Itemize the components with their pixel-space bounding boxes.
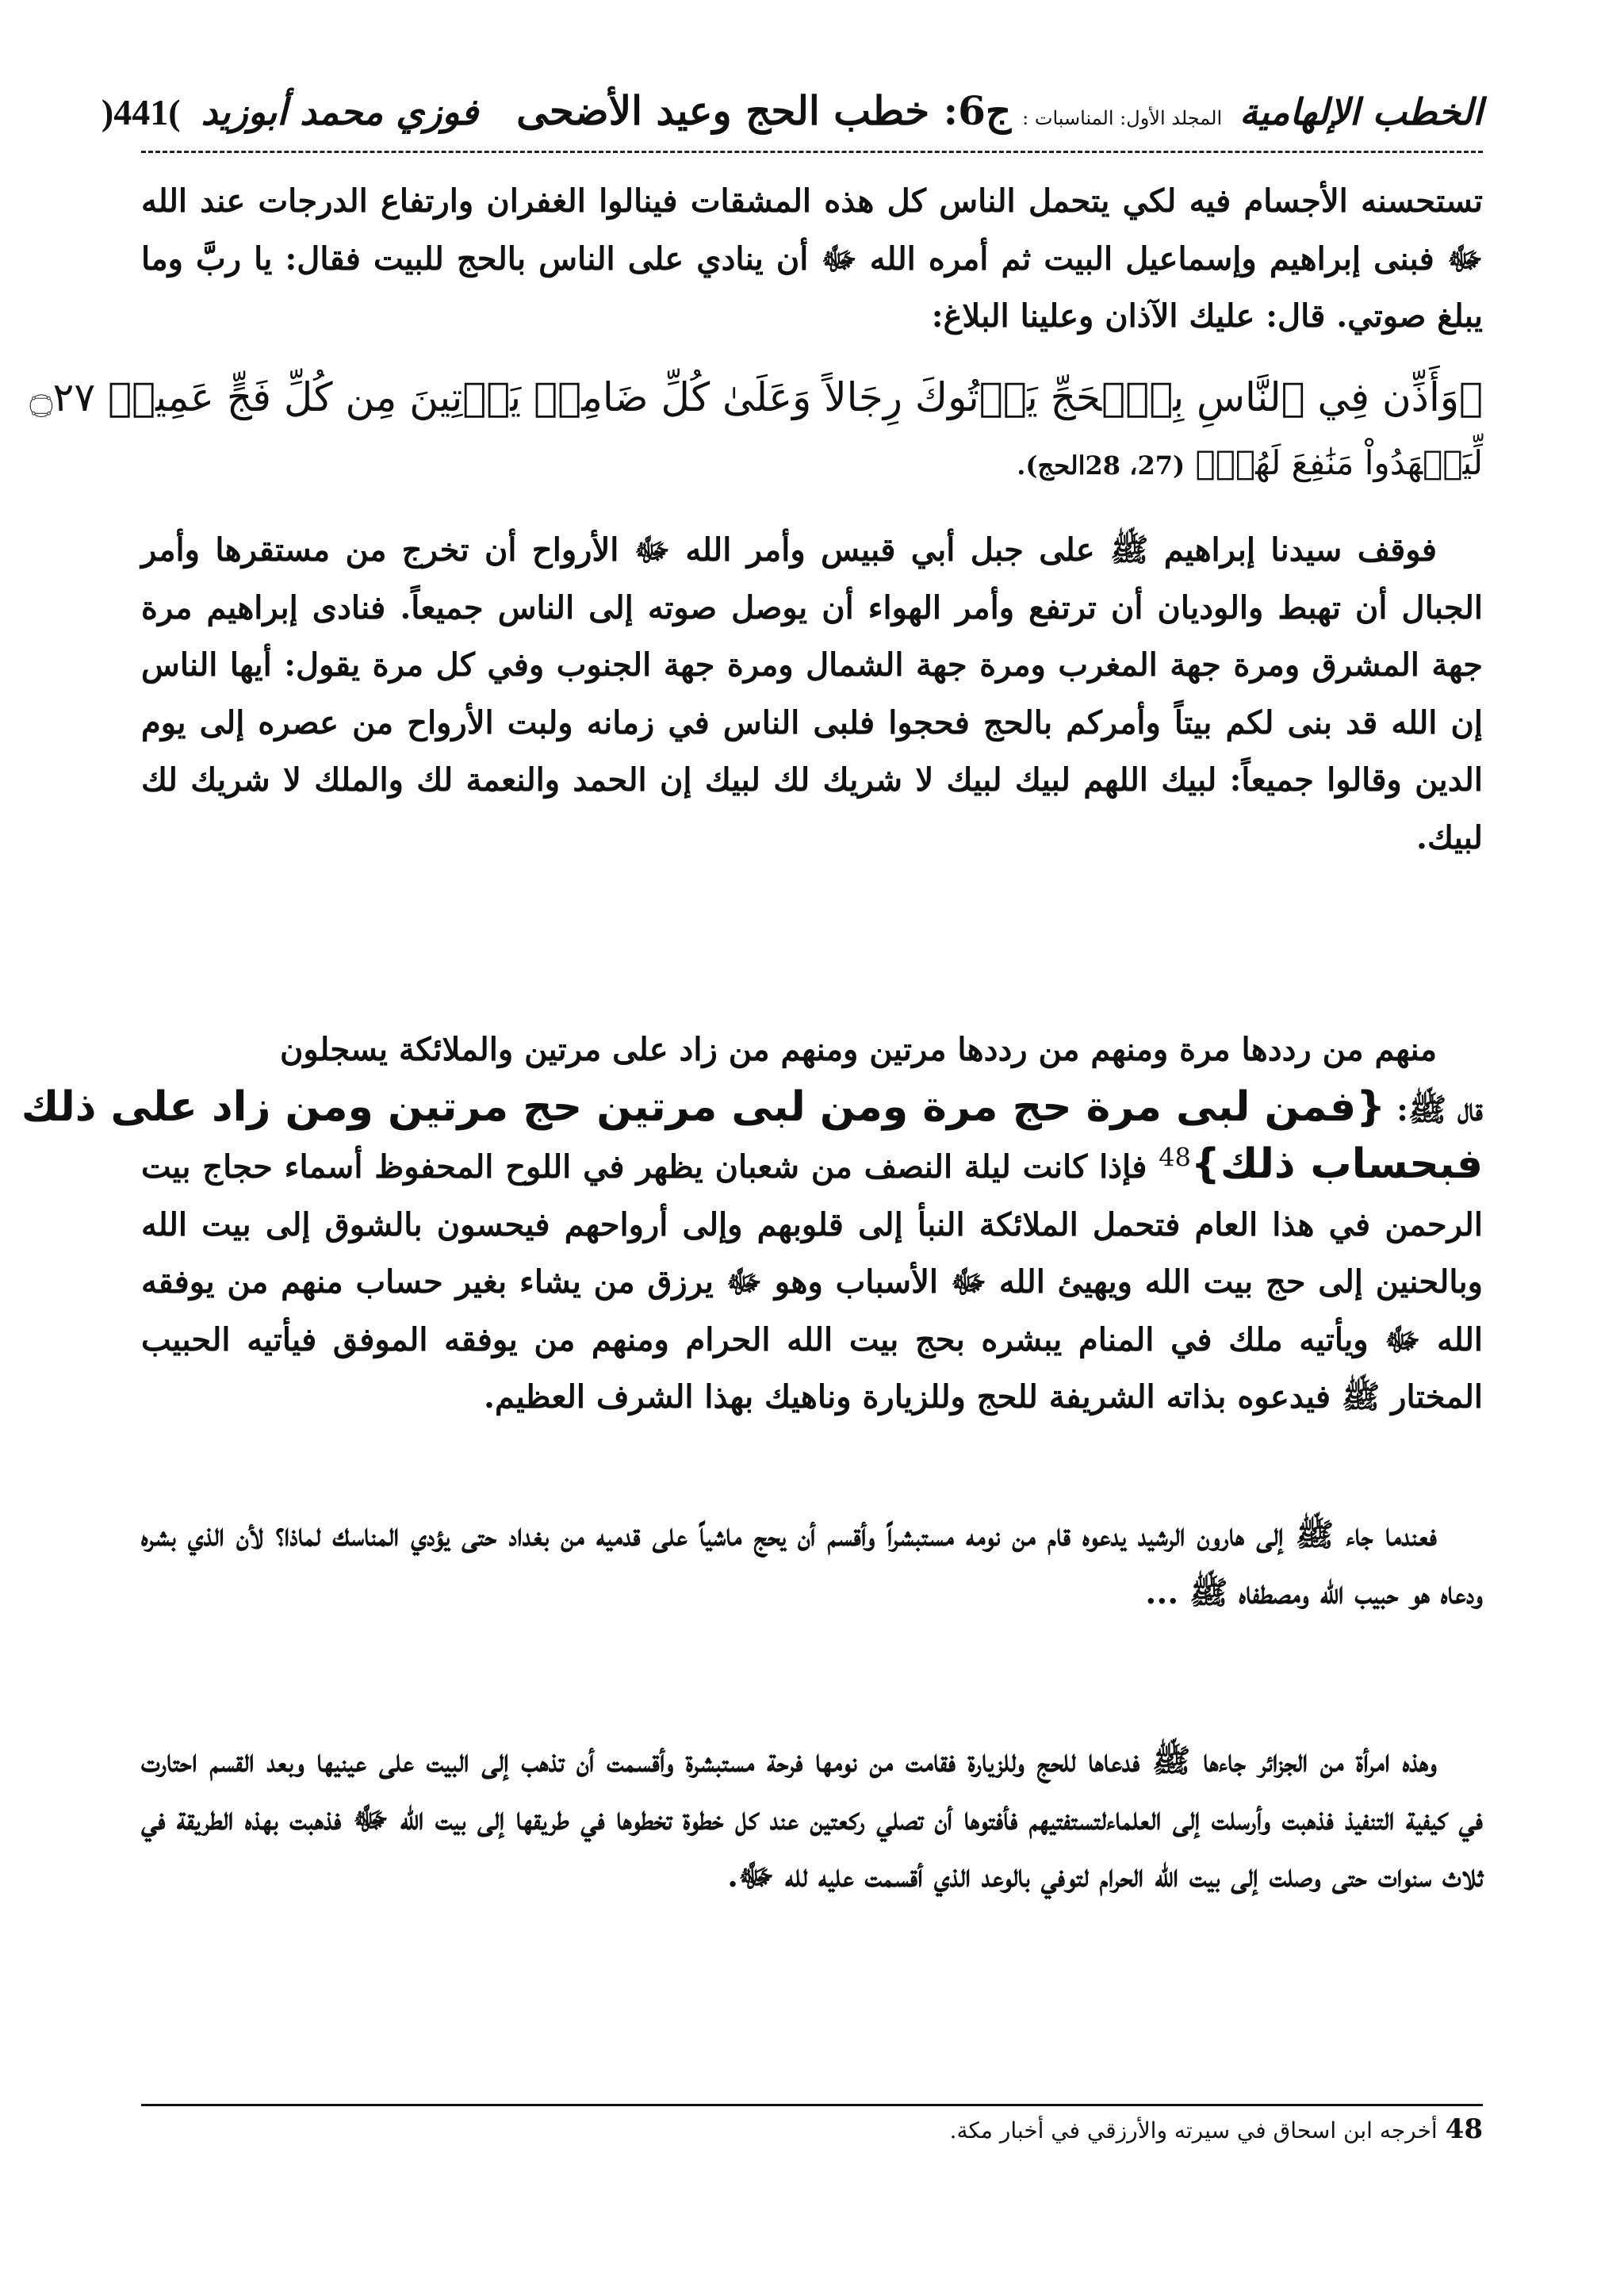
running-header bbox=[101, 87, 1483, 151]
paragraph-5: وهذه امرأة من الجزائر جاءها ﷺ فدعاها للحج وللزيارة فقامت من نومها فرحة مستبشرة وأقسمت أن تذهب إلى البيت على عينيها وبعد القسم احتارت في كيفية التنفيذ فذهبت وأرسلت إلى العلماءلتستفتيهم فأفتوها أن تصلي ركعتين عند كل خطوة تخطوها في طريقها إلى بيت الله ﷻ فذهبت بهذه الطريقة في ثلاث سنوات حتى وصلت إلى بيت الله الحرام لتوفي بالوعد الذي أقسمت عليه لله ﷻ. bbox=[141, 1742, 1483, 1894]
paragraph-1: تستحسنه الأجسام فيه لكي يتحمل الناس كل هذه المشقات فينالوا الغفران وارتفاع الدرجات عند الله ﷻ فبنى إبراهيم وإسماعيل البيت ثم أمره الله ﷻ أن ينادي على الناس بالحج للبيت فقال: يا ربَّ وما يبلغ صوتي. قال: عليك الآذان وعلينا البلاغ: bbox=[141, 182, 1483, 335]
hadith-text-1: {فمن لبى مرة حج مرة ومن لبى مرتين حج مرتين ومن زاد على ذلك bbox=[21, 1083, 1386, 1131]
quran-verse-line-2 bbox=[141, 439, 1483, 487]
paragraph-3-body: فإذا كانت ليلة النصف من شعبان يظهر في اللوح المحفوظ أسماء حجاج بيت الرحمن في هذا العام فتحمل الملائكة النبأ إلى قلوبهم وإلى أرواحهم فيحسون بالشوق إلى بيت الله وبالحنين إلى حج بيت الله ويهيئ الله ﷻ الأسباب وهو ﷻ يرزق من يشاء بغير حساب منهم من يوفقه الله ﷻ ويأتيه ملك في المنام يبشره بحج بيت الله الحرام ومنهم من يوفقه الموفق فيأتيه الحبيب المختار ﷺ فيدعوه بذاته الشريفة للحج وللزيارة وناهيك بهذا الشرف العظيم. bbox=[141, 1148, 1483, 1416]
footnote bbox=[141, 2113, 1483, 2145]
part-title: ج6: خطب الحج وعيد الأضحى bbox=[516, 87, 1012, 134]
verse-reference: (27، 28الحج). bbox=[1017, 450, 1185, 481]
volume-label: المجلد الأول: المناسبات : bbox=[1022, 107, 1223, 129]
paragraph-3-rest bbox=[141, 1136, 1483, 1427]
quran-verse-text: لِّيَشۡهَدُواْ مَنَٰفِعَ لَهُمۡ﴾ bbox=[1195, 443, 1483, 482]
header-divider bbox=[141, 151, 1483, 153]
footnote-number: 48 bbox=[1445, 2113, 1483, 2145]
footnote-text: أخرجه ابن اسحاق في سيرته والأرزقي في أخبار مكة. bbox=[949, 2117, 1438, 2144]
hadith-text-2: فبحساب ذلك} bbox=[1190, 1140, 1483, 1188]
paragraph-4: فعندما جاء ﷺ إلى هارون الرشيد يدعوه قام من نومه مستبشراً وأقسم أن يحج ماشياً على قدميه من بغداد حتى يؤدي المناسك لماذا؟ لأن الذي بشره ودعاه هو حبيب الله ومصطفاه ﷺ ... bbox=[141, 1516, 1483, 1611]
hadith-line-1 bbox=[21, 1078, 1483, 1139]
footnote-divider bbox=[141, 2104, 1483, 2106]
paragraph-2: فوقف سيدنا إبراهيم ﷺ على جبل أبي قبيس وأمر الله ﷻ الأرواح أن تخرج من مستقرها وأمر الجبال أن تهبط والوديان أن ترتفع وأمر الهواء أن يوصل صوته إلى الناس جميعاً. فنادى إبراهيم مرة جهة المشرق ومرة جهة المغرب ومرة جهة الشمال ومرة جهة الجنوب وفي كل مرة يقول: أيها الناس إن الله قد بنى لكم بيتاً وأمركم بالحج فحجوا فلبى الناس في زمانه ولبت الأرواح من عصره إلى يوم الدين وقالوا جميعاً: لبيك اللهم لبيك لبيك لا شريك لك لبيك إن الحمد والنعمة لك والملك لا شريك لك لبيك. bbox=[141, 531, 1483, 856]
footnote-marker: 48 bbox=[1159, 1142, 1191, 1173]
book-series-title: الخطب الإلهامية bbox=[1239, 90, 1483, 133]
page-number: )441( bbox=[101, 92, 181, 132]
hadith-intro: قال ﷺ: bbox=[1385, 1091, 1483, 1128]
paragraph-3-line-1: منهم من رددها مرة ومنهم من رددها مرتين ومنهم من زاد على مرتين والملائكة يسجلون bbox=[280, 1031, 1437, 1068]
author-name: فوزي محمد أبوزيد bbox=[201, 90, 479, 133]
quran-verse-line-1: ﴿وَأَذِّن فِي ٱلنَّاسِ بِٱلۡحَجِّ يَأۡتُوكَ رِجَالاً وَعَلَىٰ كُلِّ ضَامِرٖ يَأۡتِينَ مِن كُلِّ فَجٍّ عَمِيقٖ ۝٢٧ bbox=[29, 374, 1483, 420]
